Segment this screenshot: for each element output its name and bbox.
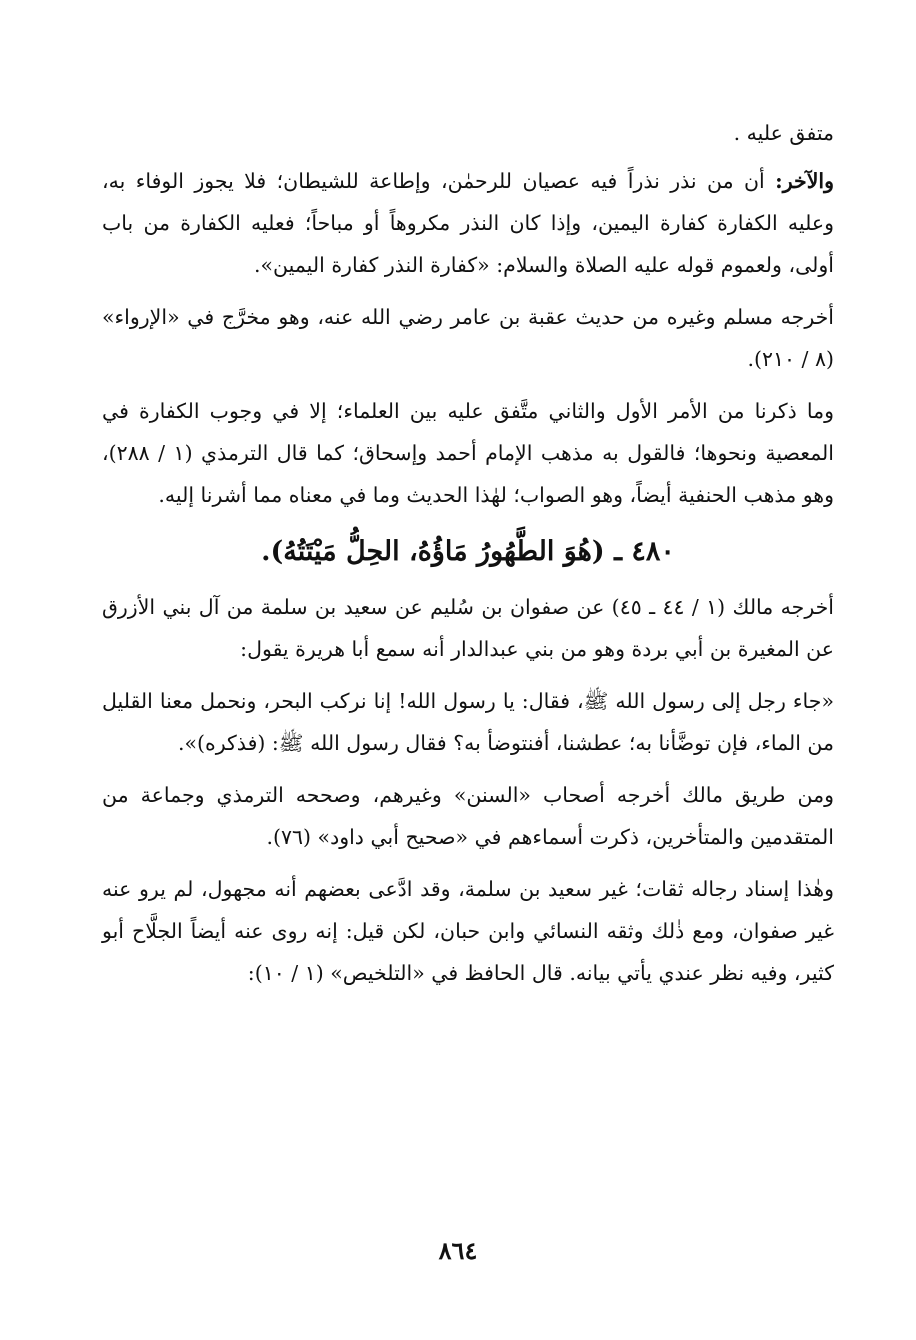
- page-number: ٨٦٤: [438, 1236, 478, 1265]
- paragraph-second-matter-text: أن من نذر نذراً فيه عصيان للرحمٰن، وإطاعة للشيطان؛ فلا يجوز الوفاء به، وعليه الكفارة كفارة اليمين، وإذا كان النذر مكروهاً أو مباحاً؛ فعليه الكفارة من باب أولى، ولعموم قوله عليه الصلاة والسلام: «كفارة النذر كفارة اليمين».: [102, 169, 834, 277]
- paragraph-agreement: وما ذكرنا من الأمر الأول والثاني متَّفق عليه بين العلماء؛ إلا في وجوب الكفارة في المعصية ونحوها؛ فالقول به مذهب الإمام أحمد وإسحاق؛ كما قال الترمذي (١ / ٢٨٨)، وهو مذهب الحنفية أيضاً، وهو الصواب؛ لهٰذا الحديث وما في معناه مما أشرنا إليه.: [102, 399, 834, 507]
- paragraph-hadith-text: «جاء رجل إلى رسول الله ﷺ، فقال: يا رسول الله! إنا نركب البحر، ونحمل معنا القليل من الماء، فإن توضَّأنا به؛ عطشنا، أفنتوضأ به؟ فقال رسول الله ﷺ: (فذكره)».: [102, 689, 834, 755]
- paragraph-takhrij-malik: أخرجه مالك (١ / ٤٤ ـ ٤٥) عن صفوان بن سُليم عن سعيد بن سلمة من آل بني الأزرق عن المغيرة بن أبي بردة وهو من بني عبدالدار أنه سمع أبا هريرة يقول:: [102, 595, 834, 661]
- book-page: [102, 112, 834, 1004]
- paragraph-second-matter: [102, 160, 834, 286]
- paragraph-takhrij-muslim: أخرجه مسلم وغيره من حديث عقبة بن عامر رضي الله عنه، وهو مخرَّج في «الإرواء» (٨ / ٢١٠).: [102, 305, 834, 371]
- paragraph-lead-term: والآخر:: [775, 169, 834, 193]
- paragraph-isnad: وهٰذا إسناد رجاله ثقات؛ غير سعيد بن سلمة، وقد ادَّعى بعضهم أنه مجهول، لم يرو عنه غير صفوان، ومع ذٰلك وثقه النسائي وابن حبان، لكن قيل: إنه روى عنه أيضاً الجلَّاح أبو كثير، وفيه نظر عندي يأتي بيانه. قال الحافظ في «التلخيص» (١ / ١٠):: [102, 877, 834, 985]
- paragraph-sunan: ومن طريق مالك أخرجه أصحاب «السنن» وغيرهم، وصححه الترمذي وجماعة من المتقدمين والمتأخرين، ذكرت أسماءهم في «صحيح أبي داود» (٧٦).: [102, 783, 834, 849]
- hadith-heading: ٤٨٠ ـ (هُوَ الطَّهُورُ مَاؤُهُ، الحِلُّ مَيْتَتُهُ).: [261, 536, 675, 567]
- paragraph-muttafaq: متفق عليه .: [733, 121, 834, 145]
